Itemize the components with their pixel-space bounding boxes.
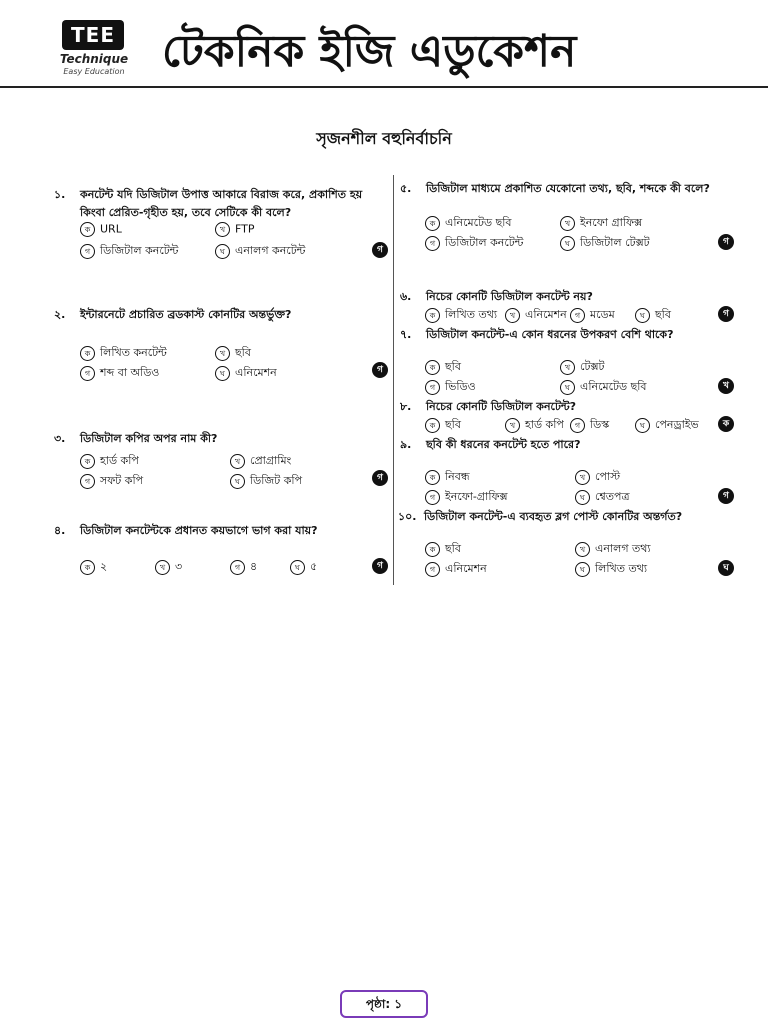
option-marker: গ bbox=[80, 474, 95, 489]
answer-option bbox=[230, 452, 291, 471]
option-label: ডিজিটাল কনটেন্ট bbox=[100, 244, 179, 257]
option-marker: খ bbox=[560, 216, 575, 231]
answer-option bbox=[80, 558, 107, 577]
answer-option bbox=[215, 344, 251, 363]
option-label: এনিমেশন bbox=[445, 562, 487, 575]
option-label: ডিজিটাল টেক্সট bbox=[580, 236, 650, 249]
option-label: এনিমেশন bbox=[525, 308, 567, 321]
option-label: ছবি bbox=[445, 542, 461, 555]
option-label: ৫ bbox=[310, 560, 318, 573]
option-marker: ঘ bbox=[575, 562, 590, 577]
option-label: ছবি bbox=[445, 360, 461, 373]
answer-option bbox=[425, 214, 512, 233]
answer-option bbox=[560, 358, 605, 377]
option-label: লিখিত তথ্য bbox=[445, 308, 498, 321]
option-label: ছবি bbox=[445, 418, 461, 431]
option-marker: ক bbox=[425, 216, 440, 231]
question-number: ৮. bbox=[400, 400, 412, 413]
option-label: এনালগ তথ্য bbox=[595, 542, 651, 555]
option-marker: গ bbox=[425, 490, 440, 505]
header-divider bbox=[0, 86, 768, 88]
answer-option bbox=[80, 364, 159, 383]
answer-option bbox=[635, 306, 671, 325]
option-marker: গ bbox=[570, 418, 585, 433]
answer-key-badge: ঘ bbox=[718, 560, 734, 576]
question-number: ৫. bbox=[400, 182, 412, 195]
answer-option bbox=[575, 488, 630, 507]
question-number: ১০. bbox=[398, 510, 417, 523]
option-label: ডিস্ক bbox=[590, 418, 610, 431]
option-marker: খ bbox=[230, 454, 245, 469]
option-marker: ঘ bbox=[290, 560, 305, 575]
option-label: এনালগ কনটেন্ট bbox=[235, 244, 306, 257]
option-label: টেক্সট bbox=[580, 360, 605, 373]
question-number: ৩. bbox=[54, 432, 66, 445]
option-marker: ক bbox=[425, 360, 440, 375]
option-marker: ক bbox=[80, 346, 95, 361]
answer-option bbox=[425, 416, 461, 435]
option-marker: ক bbox=[80, 454, 95, 469]
option-label: URL bbox=[100, 222, 122, 236]
option-label: ইনফো-গ্রাফিক্স bbox=[445, 490, 508, 503]
option-label: লিখিত কনটেন্ট bbox=[100, 346, 167, 359]
answer-option bbox=[570, 306, 615, 325]
answer-option bbox=[155, 558, 182, 577]
option-marker: খ bbox=[155, 560, 170, 575]
sheet-title: সৃজনশীল বহুনির্বাচনি bbox=[316, 129, 452, 148]
question-text: নিচের কোনটি ডিজিটাল কনটেন্ট? bbox=[426, 400, 576, 413]
option-label: ডিজিটাল কনটেন্ট bbox=[445, 236, 524, 249]
option-marker: ঘ bbox=[230, 474, 245, 489]
option-marker: গ bbox=[230, 560, 245, 575]
option-label: প্রোগ্রামিং bbox=[250, 454, 292, 467]
answer-option bbox=[425, 488, 508, 507]
question-text: ছবি কী ধরনের কনটেন্ট হতে পারে? bbox=[426, 438, 581, 451]
option-label: মডেম bbox=[590, 308, 615, 321]
question-number: ৪. bbox=[54, 524, 66, 537]
answer-option bbox=[425, 540, 461, 559]
option-marker: খ bbox=[505, 418, 520, 433]
option-marker: খ bbox=[505, 308, 520, 323]
logo-mark: TEE bbox=[62, 20, 124, 50]
site-title: টেকনিক ইজি এডুকেশন bbox=[162, 26, 577, 77]
answer-option bbox=[80, 242, 178, 261]
option-marker: খ bbox=[575, 542, 590, 557]
option-marker: ঘ bbox=[635, 418, 650, 433]
page-header bbox=[0, 0, 768, 88]
option-label: ইনফো গ্রাফিক্স bbox=[580, 216, 643, 229]
answer-option bbox=[80, 472, 143, 491]
option-marker: খ bbox=[560, 360, 575, 375]
answer-option bbox=[290, 558, 317, 577]
answer-option bbox=[575, 468, 620, 487]
option-label: শব্দ বা অডিও bbox=[100, 366, 160, 379]
question-number: ৭. bbox=[400, 328, 412, 341]
answer-option bbox=[425, 358, 461, 377]
answer-option bbox=[80, 452, 139, 471]
option-marker: ক bbox=[80, 222, 95, 237]
option-marker: ঘ bbox=[560, 380, 575, 395]
option-marker: ক bbox=[425, 418, 440, 433]
answer-option bbox=[230, 472, 302, 491]
question-number: ৯. bbox=[400, 438, 412, 451]
question-number: ২. bbox=[54, 308, 66, 321]
option-marker: ঘ bbox=[215, 244, 230, 259]
option-marker: খ bbox=[575, 470, 590, 485]
answer-option bbox=[80, 222, 122, 237]
logo-tagline-1: Technique bbox=[59, 52, 129, 66]
question-text: ডিজিটাল কনটেন্টকে প্রধানত কয়ভাগে ভাগ করা যায়? bbox=[80, 524, 318, 537]
option-label: ছবি bbox=[235, 346, 251, 359]
question-number: ৬. bbox=[400, 290, 412, 303]
column-divider bbox=[393, 175, 394, 585]
option-label: ২ bbox=[100, 560, 108, 573]
option-label: শ্বেতপত্র bbox=[595, 490, 630, 503]
option-label: ভিডিও bbox=[445, 380, 476, 393]
question-text: নিচের কোনটি ডিজিটাল কনটেন্ট নয়? bbox=[426, 290, 593, 303]
option-marker: খ bbox=[215, 346, 230, 361]
option-marker: ক bbox=[425, 470, 440, 485]
option-label: ৪ bbox=[250, 560, 258, 573]
answer-option bbox=[425, 378, 476, 397]
answer-option bbox=[505, 306, 567, 325]
answer-option bbox=[575, 560, 647, 579]
answer-key-badge: ক bbox=[718, 416, 734, 432]
logo-tagline-2: Easy Education bbox=[63, 67, 125, 76]
answer-option bbox=[230, 558, 257, 577]
answer-option bbox=[505, 416, 564, 435]
answer-option bbox=[215, 222, 255, 237]
answer-key-badge: গ bbox=[372, 470, 388, 486]
option-label: হার্ড কপি bbox=[525, 418, 564, 431]
option-marker: গ bbox=[80, 244, 95, 259]
option-label: হার্ড কপি bbox=[100, 454, 139, 467]
answer-option bbox=[560, 214, 642, 233]
option-marker: গ bbox=[425, 562, 440, 577]
option-marker: ঘ bbox=[575, 490, 590, 505]
answer-option bbox=[425, 306, 497, 325]
option-label: এনিমেশন bbox=[235, 366, 277, 379]
question-text: ডিজিটাল মাধ্যমে প্রকাশিত যেকোনো তথ্য, ছবি, শব্দকে কী বলে? bbox=[426, 182, 710, 195]
question-text: কনটেন্ট যদি ডিজিটাল উপাত্ত আকারে বিরাজ করে, প্রকাশিত হয় কিংবা প্রেরিত-গৃহীত হয়, তবে সেটিকে কী বলে? bbox=[80, 188, 363, 219]
answer-option bbox=[80, 344, 167, 363]
answer-option bbox=[560, 234, 650, 253]
answer-key-badge: গ bbox=[372, 242, 388, 258]
option-label: ডিজিট কপি bbox=[250, 474, 303, 487]
answer-key-badge: গ bbox=[718, 234, 734, 250]
answer-key-badge: গ bbox=[718, 488, 734, 504]
question-text: ডিজিটাল কনটেন্ট-এ ব্যবহৃত ব্লগ পোস্ট কোনটির অন্তর্গত? bbox=[424, 510, 683, 523]
option-marker: খ bbox=[215, 222, 230, 237]
option-label: সফট কপি bbox=[100, 474, 144, 487]
answer-key-badge: গ bbox=[372, 558, 388, 574]
option-label: ছবি bbox=[655, 308, 671, 321]
question-text: ইন্টারনেটে প্রচারিত ব্রডকাস্ট কোনটির অন্তর্ভুক্ত? bbox=[80, 308, 292, 321]
option-label: নিবন্ধ bbox=[445, 470, 470, 483]
option-marker: ক bbox=[80, 560, 95, 575]
answer-option bbox=[560, 378, 647, 397]
answer-option bbox=[215, 242, 305, 261]
question-number: ১. bbox=[54, 188, 66, 201]
option-marker: ক bbox=[425, 308, 440, 323]
option-marker: ঘ bbox=[635, 308, 650, 323]
option-marker: ঘ bbox=[215, 366, 230, 381]
option-label: পেনড্রাইভ bbox=[655, 418, 699, 431]
option-label: এনিমেটেড ছবি bbox=[445, 216, 512, 229]
answer-option bbox=[425, 234, 523, 253]
option-marker: ঘ bbox=[560, 236, 575, 251]
option-label: লিখিত তথ্য bbox=[595, 562, 648, 575]
question-text: ডিজিটাল কপির অপর নাম কী? bbox=[80, 432, 218, 445]
answer-option bbox=[215, 364, 277, 383]
option-marker: গ bbox=[425, 380, 440, 395]
option-marker: ক bbox=[425, 542, 440, 557]
option-marker: গ bbox=[425, 236, 440, 251]
answer-key-badge: গ bbox=[372, 362, 388, 378]
answer-option bbox=[635, 416, 699, 435]
answer-option bbox=[570, 416, 609, 435]
tee-logo bbox=[58, 20, 130, 82]
option-label: FTP bbox=[235, 222, 255, 236]
answer-option bbox=[425, 468, 470, 487]
option-marker: গ bbox=[80, 366, 95, 381]
answer-key-badge: গ bbox=[718, 306, 734, 322]
page-number-badge: পৃষ্ঠা: ১ bbox=[340, 990, 428, 1018]
option-label: এনিমেটেড ছবি bbox=[580, 380, 647, 393]
answer-option bbox=[425, 560, 487, 579]
question-text: ডিজিটাল কনটেন্ট-এ কোন ধরনের উপকরণ বেশি থাকে? bbox=[426, 328, 674, 341]
option-marker: গ bbox=[570, 308, 585, 323]
answer-option bbox=[575, 540, 651, 559]
option-label: পোস্ট bbox=[595, 470, 621, 483]
option-label: ৩ bbox=[175, 560, 183, 573]
answer-key-badge: খ bbox=[718, 378, 734, 394]
